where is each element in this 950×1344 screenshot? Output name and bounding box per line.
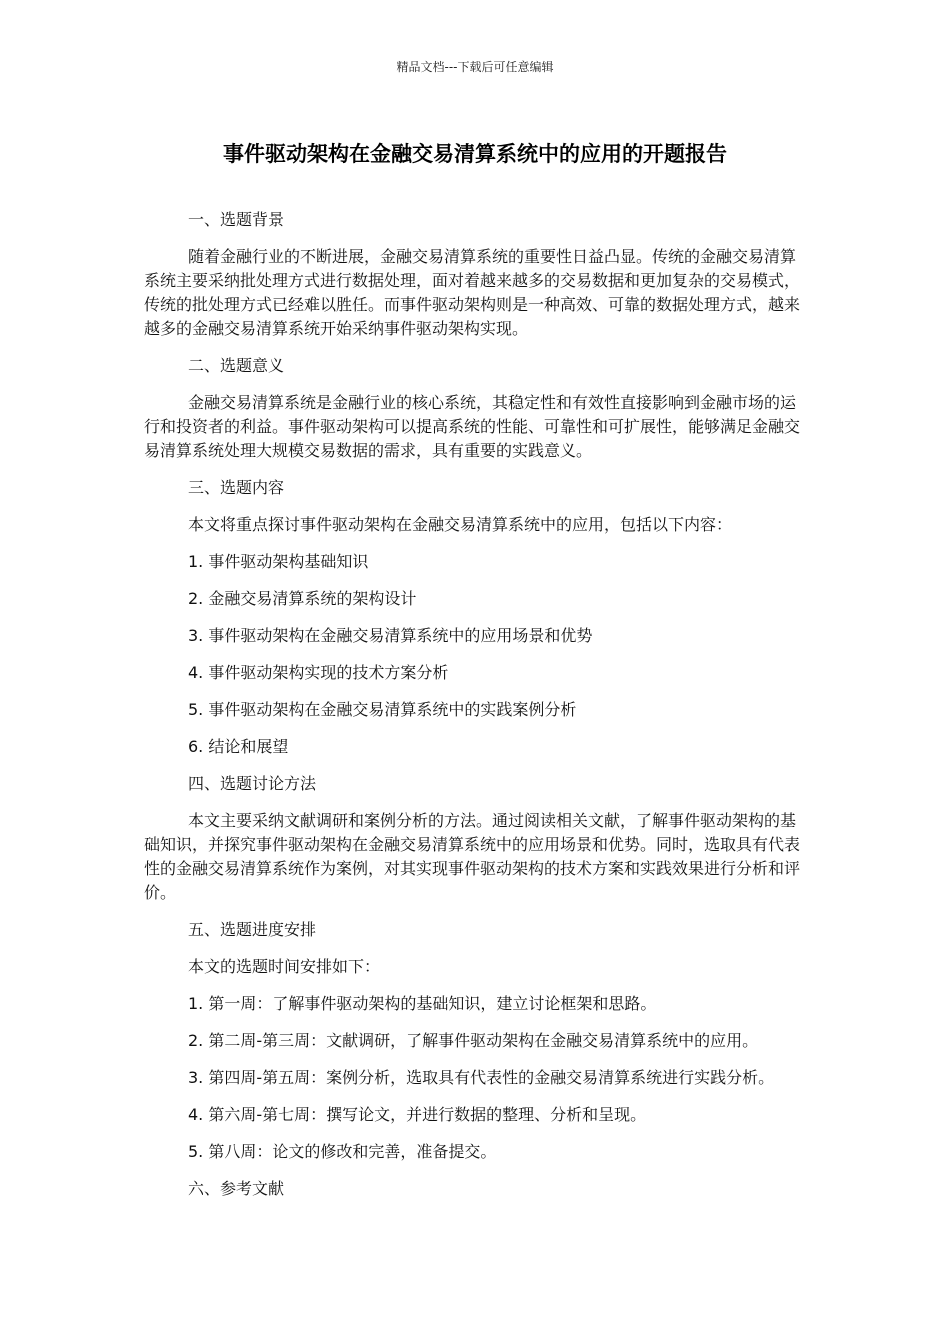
header-note: 精品文档---下载后可任意编辑 — [396, 60, 554, 74]
paragraph: 本文的选题时间安排如下： — [188, 957, 381, 976]
paragraph: 本文主要采纳文献调研和案例分析的方法。通过阅读相关文献，了解事件驱动架构的基础知识，并探究事件驱动架构在金融交易清算系统中的应用场景和优势。同时，选取具有代表性的金融交易清算系统作为案例，对其实现事件驱动架构的技术方案和实践效果进行分析和评价。 — [144, 811, 801, 902]
list-item: 1. 第一周：了解事件驱动架构的基础知识，建立讨论框架和思路。 — [188, 994, 657, 1013]
list-item: 6. 结论和展望 — [188, 737, 289, 756]
document-title: 事件驱动架构在金融交易清算系统中的应用的开题报告 — [223, 142, 727, 166]
section-heading: 四、选题讨论方法 — [188, 774, 317, 793]
paragraph: 随着金融行业的不断进展，金融交易清算系统的重要性日益凸显。传统的金融交易清算系统主要采纳批处理方式进行数据处理，面对着越来越多的交易数据和更加复杂的交易模式，传统的批处理方式已经难以胜任。而事件驱动架构则是一种高效、可靠的数据处理方式，越来越多的金融交易清算系统开始采纳事件驱动架构实现。 — [144, 247, 801, 338]
section-heading: 一、选题背景 — [188, 210, 285, 229]
list-item: 4. 第六周-第七周：撰写论文，并进行数据的整理、分析和呈现。 — [188, 1105, 647, 1124]
list-item: 5. 事件驱动架构在金融交易清算系统中的实践案例分析 — [188, 700, 577, 719]
list-item: 3. 第四周-第五周：案例分析，选取具有代表性的金融交易清算系统进行实践分析。 — [188, 1068, 775, 1087]
list-item: 2. 第二周-第三周：文献调研，了解事件驱动架构在金融交易清算系统中的应用。 — [188, 1031, 759, 1050]
document-body — [144, 208, 808, 1201]
section-heading: 三、选题内容 — [188, 478, 285, 497]
section-heading: 五、选题进度安排 — [188, 920, 317, 939]
list-item: 3. 事件驱动架构在金融交易清算系统中的应用场景和优势 — [188, 626, 593, 645]
list-item: 1. 事件驱动架构基础知识 — [188, 552, 369, 571]
list-item: 2. 金融交易清算系统的架构设计 — [188, 589, 417, 608]
list-item: 5. 第八周：论文的修改和完善，准备提交。 — [188, 1142, 497, 1161]
section-heading: 二、选题意义 — [188, 356, 285, 375]
paragraph: 金融交易清算系统是金融行业的核心系统，其稳定性和有效性直接影响到金融市场的运行和投资者的利益。事件驱动架构可以提高系统的性能、可靠性和可扩展性，能够满足金融交易清算系统处理大规模交易数据的需求，具有重要的实践意义。 — [144, 393, 801, 460]
list-item: 4. 事件驱动架构实现的技术方案分析 — [188, 663, 449, 682]
paragraph: 本文将重点探讨事件驱动架构在金融交易清算系统中的应用，包括以下内容： — [188, 515, 733, 534]
section-heading: 六、参考文献 — [188, 1179, 285, 1198]
